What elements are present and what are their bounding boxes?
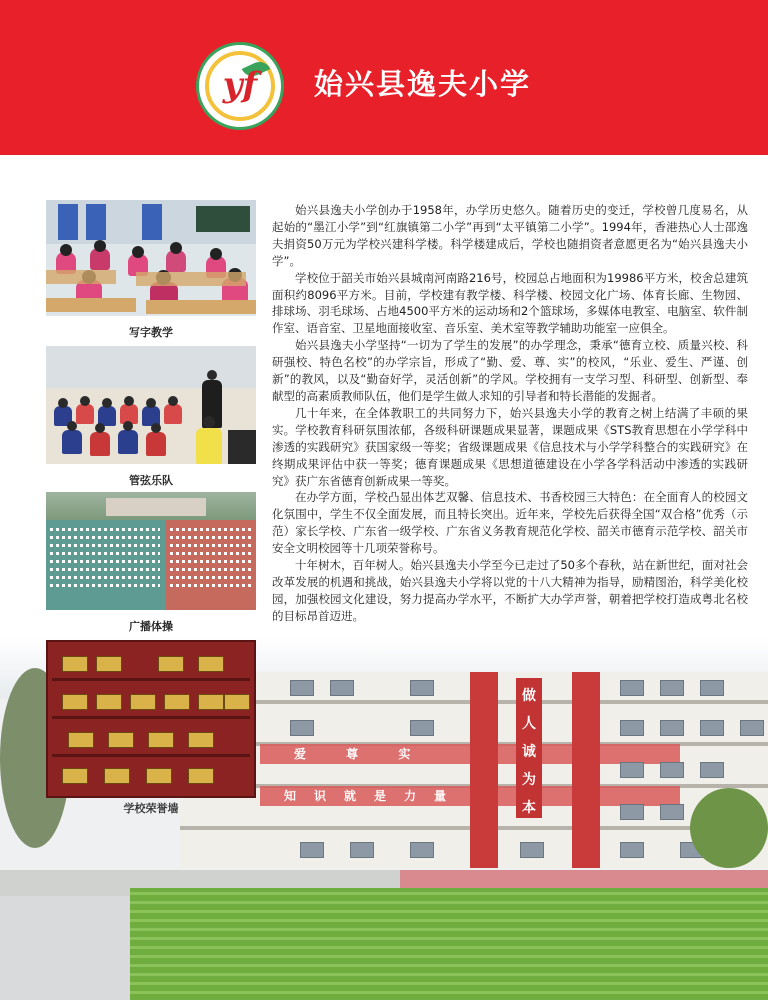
paragraph: 始兴县逸夫小学创办于1958年，办学历史悠久。随着历史的变迁，学校曾几度易名，从起始的“墨江小学”到“红旗镇第二小学”再到“太平镇第二小学”。1994年，香港热心人士邵逸夫捐资50万元为学校兴建科学楼。科学楼建成后，学校也随捐资者意愿更名为“始兴县逸夫小学”。 — [272, 203, 748, 268]
photo-orchestra — [46, 346, 256, 464]
photo-caption: 学校荣誉墙 — [123, 802, 179, 815]
lawn — [130, 888, 768, 1000]
article-body — [272, 202, 748, 625]
photo-writing-class — [46, 200, 256, 316]
photo-caption: 广播体操 — [129, 620, 173, 633]
paragraph: 在办学方面，学校凸显出体艺双馨、信息技术、书香校园三大特色：在全面育人的校园文化氛围中，学生不仅全面发展，而且特长突出。近年来，学校先后获得全国“双合格”优秀（示范）家长学校、广东省一级学校、广东省义务教育规范化学校、韶关市德育示范学校、韶关市安全文明校园等十几项荣誉称号。 — [272, 490, 748, 556]
photo-honor-wall — [46, 640, 256, 798]
paragraph: 几十年来，在全体教职工的共同努力下，始兴县逸夫小学的教育之树上结满了丰硕的果实。学校教育科研氛围浓郁，各级科研课题成果显著，课题成果《STS教育思想在小学学科中渗透的实践研究》获国家级一等奖；省级课题成果《信息技术与小学学科整合的实践研究》在终期成果评估中获一等奖；德育课题成果《思想道德建设在小学各学科活动中渗透的实践研究》获广东省德育创新成果一等奖。 — [272, 405, 748, 488]
slogan-vertical: 做人诚为本 — [516, 678, 542, 818]
photo-exercise — [46, 492, 256, 610]
teaching-building — [180, 672, 768, 868]
header-banner — [0, 0, 768, 155]
paragraph: 学校位于韶关市始兴县城南河南路216号，校园总占地面积为19986平方米，校舍总建筑面积约8096平方米。目前，学校建有教学楼、科学楼、校园文化广场、体育长廊、生物园、排球场、羽毛球场、占地4500平方米的运动场和2个篮球场，多媒体电教室、电脑室、软件制作室、语音室、卫星地面接收室、音乐室、美术室等教学辅助功能室一应俱全。 — [272, 270, 748, 336]
paragraph: 始兴县逸夫小学坚持“一切为了学生的发展”的办学理念，秉承“德育立校、质量兴校、科研强校、特色名校”的办学宗旨，形成了“勤、爱、尊、实”的校风，“乐业、爱生、严谨、创新”的教风，以及“勤奋好学，灵活创新”的学风。学校拥有一支学习型、科研型、创新型、奉献型的高素质教师队伍，他们是学生做人求知的引导者和特长潜能的发掘者。 — [272, 338, 748, 403]
photo-caption: 管弦乐队 — [129, 474, 173, 487]
photo-caption: 写字教学 — [129, 326, 173, 339]
banner-top: 爱 尊 实 — [294, 747, 429, 761]
paragraph: 十年树木，百年树人。始兴县逸夫小学至今已走过了50多个春秋，站在新世纪，面对社会改革发展的机遇和挑战，始兴县逸夫小学将以党的十八大精神为指导，励精图治，科学美化校园，加强校园文化建设，努力提高办学水平，不断扩大办学声誉，朝着把学校打造成粤北名校的目标昂首迈进。 — [272, 558, 748, 623]
page-title: 始兴县逸夫小学 — [314, 67, 532, 101]
school-logo: yf — [196, 42, 284, 130]
banner-left: 知识就是力量 — [284, 789, 465, 803]
